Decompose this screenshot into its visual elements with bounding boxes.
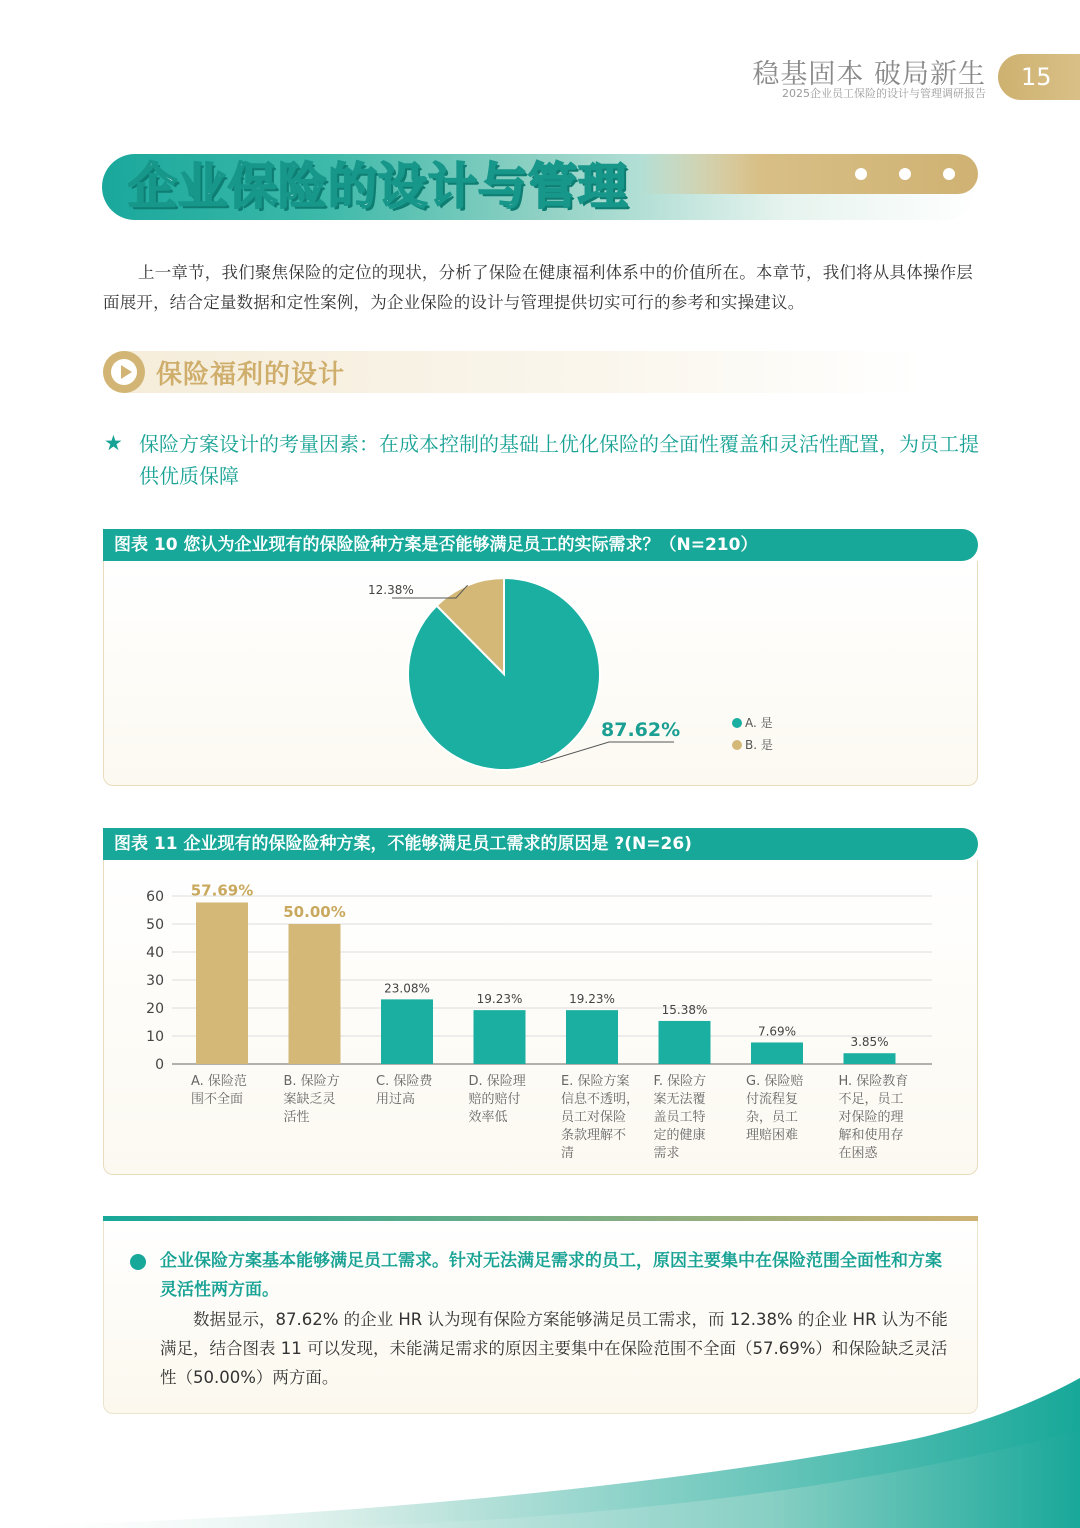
x-category-label: E. 保险方案信息不透明，员工对保险条款理解不清	[561, 1074, 640, 1161]
bar-3	[474, 1010, 526, 1064]
banner-dot-icon	[943, 168, 955, 180]
bar-value-label: 7.69%	[757, 1024, 797, 1039]
pie-value-label: 87.62%	[601, 719, 681, 741]
report-subtitle: 2025企业员工保险的设计与管理调研报告	[782, 87, 986, 100]
pie-value-label: 12.38%	[368, 583, 414, 597]
legend-label: B. 是	[745, 738, 773, 752]
decorative-wave	[0, 1370, 1080, 1528]
report-slogan: 稳基固本 破局新生	[752, 59, 986, 90]
star-icon: ★	[104, 431, 123, 455]
bar-1	[289, 924, 341, 1064]
bar-value-label: 3.85%	[850, 1035, 889, 1050]
x-category-label: G. 保险赔付流程复杂，员工理赔困难	[746, 1074, 804, 1143]
y-tick-label: 0	[155, 1057, 164, 1073]
x-category-label: C. 保险费用过高	[376, 1074, 433, 1107]
banner-dot-icon	[899, 168, 911, 180]
conclusion-body: 数据显示，87.62% 的企业 HR 认为现有保险方案能够满足员工需求，而 12.38% 的企业 HR 认为不能满足，结合图表 11 可以发现，未能满足需求的原因主要集中在保险范围不全面（57.69%）和保险缺乏灵活性（50.00%）两方面。	[160, 1310, 948, 1387]
y-tick-label: 50	[146, 917, 164, 933]
bullet-dot-icon	[130, 1254, 146, 1270]
play-icon	[103, 351, 145, 393]
chart11-panel	[103, 860, 978, 1175]
y-tick-label: 20	[146, 1001, 164, 1017]
section-title: 保险福利的设计	[156, 360, 346, 390]
bar-value-label: 19.23%	[476, 992, 523, 1007]
banner-dot-icon	[855, 168, 867, 180]
bar-value-label: 57.69%	[190, 881, 254, 900]
page-number: 15	[998, 54, 1080, 100]
bar-5	[659, 1021, 711, 1064]
chapter-title: 企业保险的设计与管理	[128, 158, 629, 215]
legend-swatch	[732, 718, 742, 728]
conclusion-heading: 企业保险方案基本能够满足员工需求。针对无法满足需求的员工，原因主要集中在保险范围全面性和方案灵活性两方面。	[160, 1251, 942, 1300]
x-category-label: B. 保险方案缺乏灵活性	[283, 1074, 340, 1125]
bar-4	[566, 1010, 618, 1064]
bar-chart	[104, 860, 977, 1174]
bar-value-label: 50.00%	[283, 903, 346, 921]
x-category-label: D. 保险理赔的赔付效率低	[468, 1074, 526, 1125]
y-tick-label: 30	[146, 973, 164, 989]
x-category-label: H. 保险教育不足，员工对保险的理解和使用存在困惑	[838, 1074, 909, 1161]
legend-label: A. 是	[745, 716, 773, 730]
chapter-banner-accent	[640, 154, 978, 194]
bar-value-label: 19.23%	[569, 992, 615, 1007]
bar-0	[196, 902, 248, 1064]
key-point: 保险方案设计的考量因素：在成本控制的基础上优化保险的全面性覆盖和灵活性配置，为员工提供优质保障	[139, 432, 979, 488]
y-tick-label: 10	[146, 1029, 164, 1045]
chart10-panel	[103, 561, 978, 786]
bar-6	[751, 1042, 803, 1064]
bar-value-label: 15.38%	[661, 1002, 708, 1017]
y-tick-label: 60	[146, 889, 164, 905]
chart11-title: 图表 11 企业现有的保险险种方案，不能够满足员工需求的原因是 ?(N=26)	[103, 828, 978, 860]
pie-chart	[104, 561, 977, 785]
intro-paragraph: 上一章节，我们聚焦保险的定位的现状，分析了保险在健康福利体系中的价值所在。本章节，我们将从具体操作层面展开，结合定量数据和定性案例，为企业保险的设计与管理提供切实可行的参考和实操建议。	[103, 263, 973, 312]
bar-value-label: 23.08%	[384, 981, 430, 996]
bar-7	[844, 1053, 896, 1064]
legend-swatch	[732, 740, 742, 750]
bar-2	[381, 999, 433, 1064]
chart10-title: 图表 10 您认为企业现有的保险险种方案是否能够满足员工的实际需求？（N=210）	[103, 529, 978, 561]
x-category-label: F. 保险方案无法覆盖员工特定的健康需求	[653, 1074, 707, 1161]
y-tick-label: 40	[146, 945, 164, 961]
x-category-label: A. 保险范围不全面	[191, 1074, 247, 1107]
